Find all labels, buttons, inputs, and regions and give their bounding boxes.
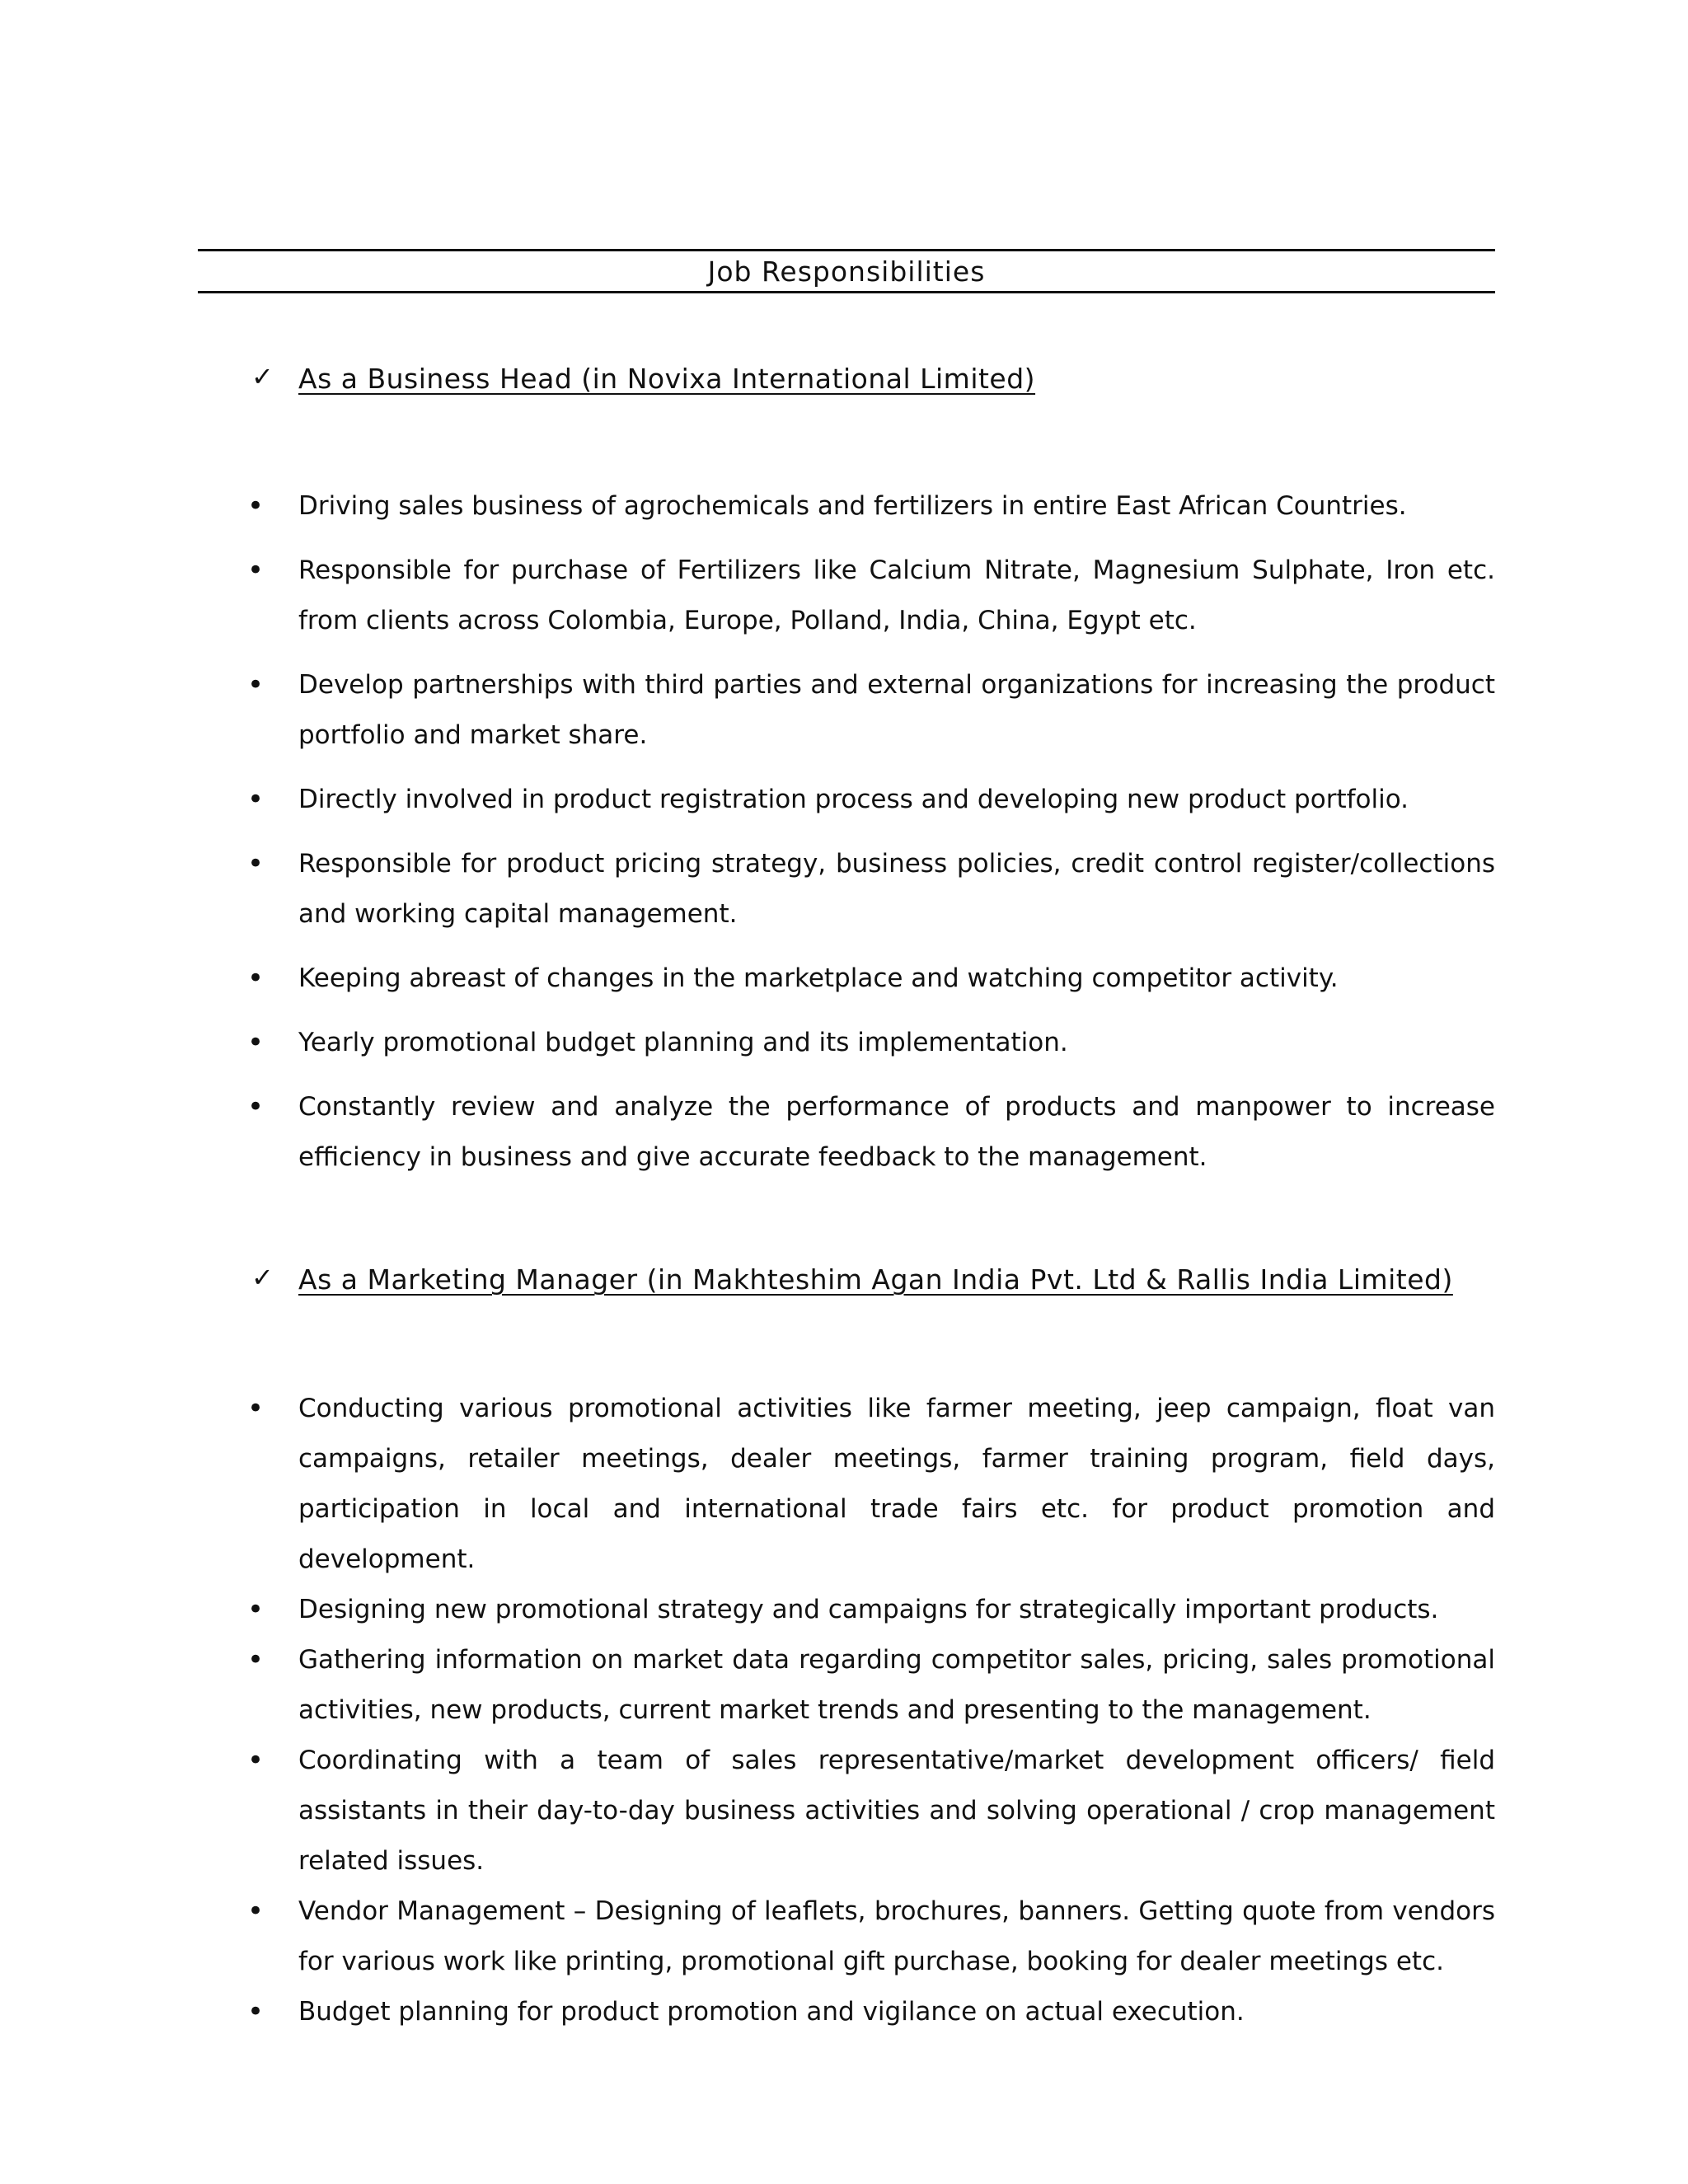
list-item [247, 1018, 1495, 1068]
list-item [247, 1987, 1495, 2037]
bullet-icon: • [247, 490, 265, 523]
list-item-text: Keeping abreast of changes in the marketplace and watching competitor activity. [298, 963, 1339, 993]
bullet-icon: • [247, 847, 265, 880]
list-item [247, 1585, 1495, 1635]
marketing-manager-list [247, 1384, 1495, 2037]
list-item [247, 954, 1495, 1004]
list-item-text: Develop partnerships with third parties and external organizations for increasing the product portfolio and market share. [298, 670, 1495, 750]
section-heading: As a Business Head (in Novixa International Limited) [298, 363, 1036, 395]
list-item [247, 1736, 1495, 1886]
list-item [247, 546, 1495, 646]
bullet-icon: • [247, 1643, 265, 1676]
list-item-text: Responsible for purchase of Fertilizers like Calcium Nitrate, Magnesium Sulphate, Iron etc. from clients across Colombia, Europe, Polland, India, China, Egypt etc. [298, 555, 1495, 635]
list-item [247, 1635, 1495, 1736]
list-item-text: Driving sales business of agrochemicals and fertilizers in entire East African Countries. [298, 491, 1407, 521]
bullet-icon: • [247, 962, 265, 995]
business-head-list [247, 481, 1495, 1197]
check-mark-icon: ✓ [251, 1262, 274, 1293]
list-item [247, 1384, 1495, 1585]
list-item [247, 481, 1495, 532]
bullet-icon: • [247, 1995, 265, 2028]
bullet-icon: • [247, 1744, 265, 1777]
bullet-icon: • [247, 1895, 265, 1928]
bullet-icon: • [247, 554, 265, 587]
section-heading: As a Marketing Manager (in Makhteshim Agan India Pvt. Ltd & Rallis India Limited) [298, 1263, 1453, 1296]
list-item-text: Responsible for product pricing strategy, business policies, credit control register/collections and working capital management. [298, 849, 1495, 929]
page-title: Job Responsibilities [707, 255, 986, 288]
bullet-icon: • [247, 668, 265, 701]
list-item-text: Vendor Management – Designing of leaflets, brochures, banners. Getting quote from vendors for various work like printing, promotional gift purchase, booking for dealer meetings etc. [298, 1896, 1495, 1976]
bullet-icon: • [247, 1090, 265, 1123]
bullet-icon: • [247, 783, 265, 816]
list-item-text: Constantly review and analyze the performance of products and manpower to increase efficiency in business and give accurate feedback to the management. [298, 1092, 1495, 1172]
list-item-text: Designing new promotional strategy and campaigns for strategically important products. [298, 1595, 1439, 1624]
list-item [247, 1886, 1495, 1987]
list-item-text: Budget planning for product promotion and vigilance on actual execution. [298, 1997, 1245, 2027]
list-item-text: Coordinating with a team of sales representative/market development officers/ field assistants in their day-to-day business activities and solving operational / crop management related issues. [298, 1746, 1495, 1876]
list-item-text: Conducting various promotional activities like farmer meeting, jeep campaign, float van campaigns, retailer meetings, dealer meetings, farmer training program, field days, participation in local and international trade fairs etc. for product promotion and development. [298, 1394, 1495, 1574]
list-item [247, 1082, 1495, 1183]
list-item [247, 775, 1495, 825]
check-mark-icon: ✓ [251, 361, 274, 392]
bullet-icon: • [247, 1593, 265, 1626]
job-responsibilities-heading-box [198, 249, 1495, 293]
bullet-icon: • [247, 1026, 265, 1059]
list-item-text: Gathering information on market data regarding competitor sales, pricing, sales promotional activities, new products, current market trends and presenting to the management. [298, 1645, 1495, 1725]
list-item [247, 839, 1495, 940]
bullet-icon: • [247, 1392, 265, 1425]
list-item-text: Directly involved in product registration process and developing new product portfolio. [298, 785, 1409, 814]
list-item-text: Yearly promotional budget planning and its implementation. [298, 1028, 1068, 1057]
list-item [247, 660, 1495, 761]
